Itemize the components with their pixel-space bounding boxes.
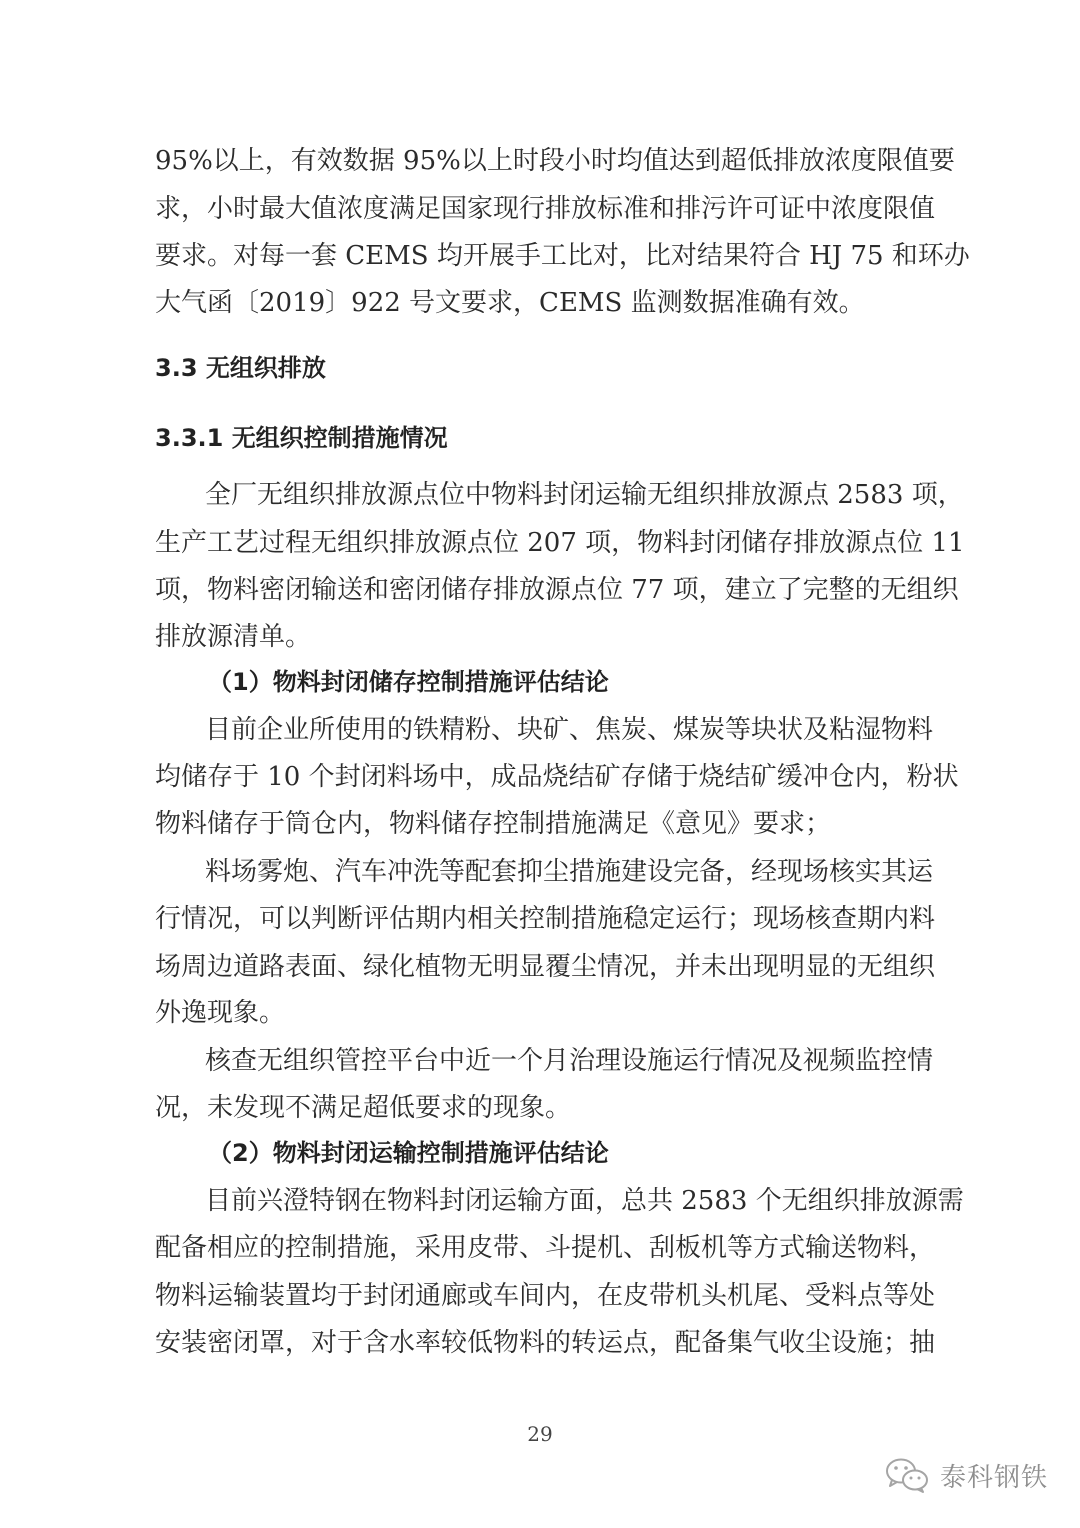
text-line: 全厂无组织排放源点位中物料封闭运输无组织排放源点 2583 项， (205, 480, 964, 510)
text-line: 均储存于 10 个封闭料场中，成品烧结矿存储于烧结矿缓冲仓内，粉状 (155, 762, 959, 792)
text-line: 核查无组织管控平台中近一个月治理设施运行情况及视频监控情 (205, 1046, 934, 1076)
text-line: 95%以上，有效数据 95%以上时段小时均值达到超低排放浓度限值要 (155, 146, 955, 176)
wechat-icon (884, 1456, 930, 1494)
text-line: 目前兴澄特钢在物料封闭运输方面，总共 2583 个无组织排放源需 (205, 1186, 964, 1216)
section-heading: 3.3 无组织排放 (155, 354, 326, 382)
item-heading: （1）物料封闭储存控制措施评估结论 (208, 668, 609, 696)
text-line: 安装密闭罩，对于含水率较低物料的转运点，配备集气收尘设施；抽 (155, 1328, 936, 1358)
text-line: 求，小时最大值浓度满足国家现行排放标准和排污许可证中浓度限值 (155, 194, 936, 224)
text-line: 行情况，可以判断评估期内相关控制措施稳定运行；现场核查期内料 (155, 904, 936, 934)
text-line: 项，物料密闭输送和密闭储存排放源点位 77 项，建立了完整的无组织 (155, 575, 959, 605)
text-line: 配备相应的控制措施，采用皮带、斗提机、刮板机等方式输送物料， (155, 1233, 936, 1263)
text-line: 料场雾炮、汽车冲洗等配套抑尘措施建设完备，经现场核实其运 (205, 857, 934, 887)
text-line: 生产工艺过程无组织排放源点位 207 项，物料封闭储存排放源点位 11 (155, 528, 965, 558)
text-line: 场周边道路表面、绿化植物无明显覆尘情况，并未出现明显的无组织 (155, 952, 936, 982)
text-line: 外逸现象。 (155, 998, 286, 1028)
text-line: 目前企业所使用的铁精粉、块矿、焦炭、煤炭等块状及粘湿物料 (205, 715, 934, 745)
text-line: 排放源清单。 (155, 622, 312, 652)
text-line: 物料运输装置均于封闭通廊或车间内，在皮带机头机尾、受料点等处 (155, 1281, 936, 1311)
watermark (884, 1450, 1048, 1500)
text-line: 大气函〔2019〕922 号文要求，CEMS 监测数据准确有效。 (155, 288, 865, 318)
page-number: 29 (527, 1422, 553, 1446)
text-line: 物料储存于筒仓内，物料储存控制措施满足《意见》要求； (155, 809, 832, 839)
text-line: 况，未发现不满足超低要求的现象。 (155, 1093, 572, 1123)
item-heading: （2）物料封闭运输控制措施评估结论 (208, 1139, 609, 1167)
watermark-text: 泰科钢铁 (939, 1462, 1048, 1493)
text-line: 要求。对每一套 CEMS 均开展手工比对，比对结果符合 HJ 75 和环办 (155, 241, 970, 271)
subsection-heading: 3.3.1 无组织控制措施情况 (155, 424, 448, 452)
